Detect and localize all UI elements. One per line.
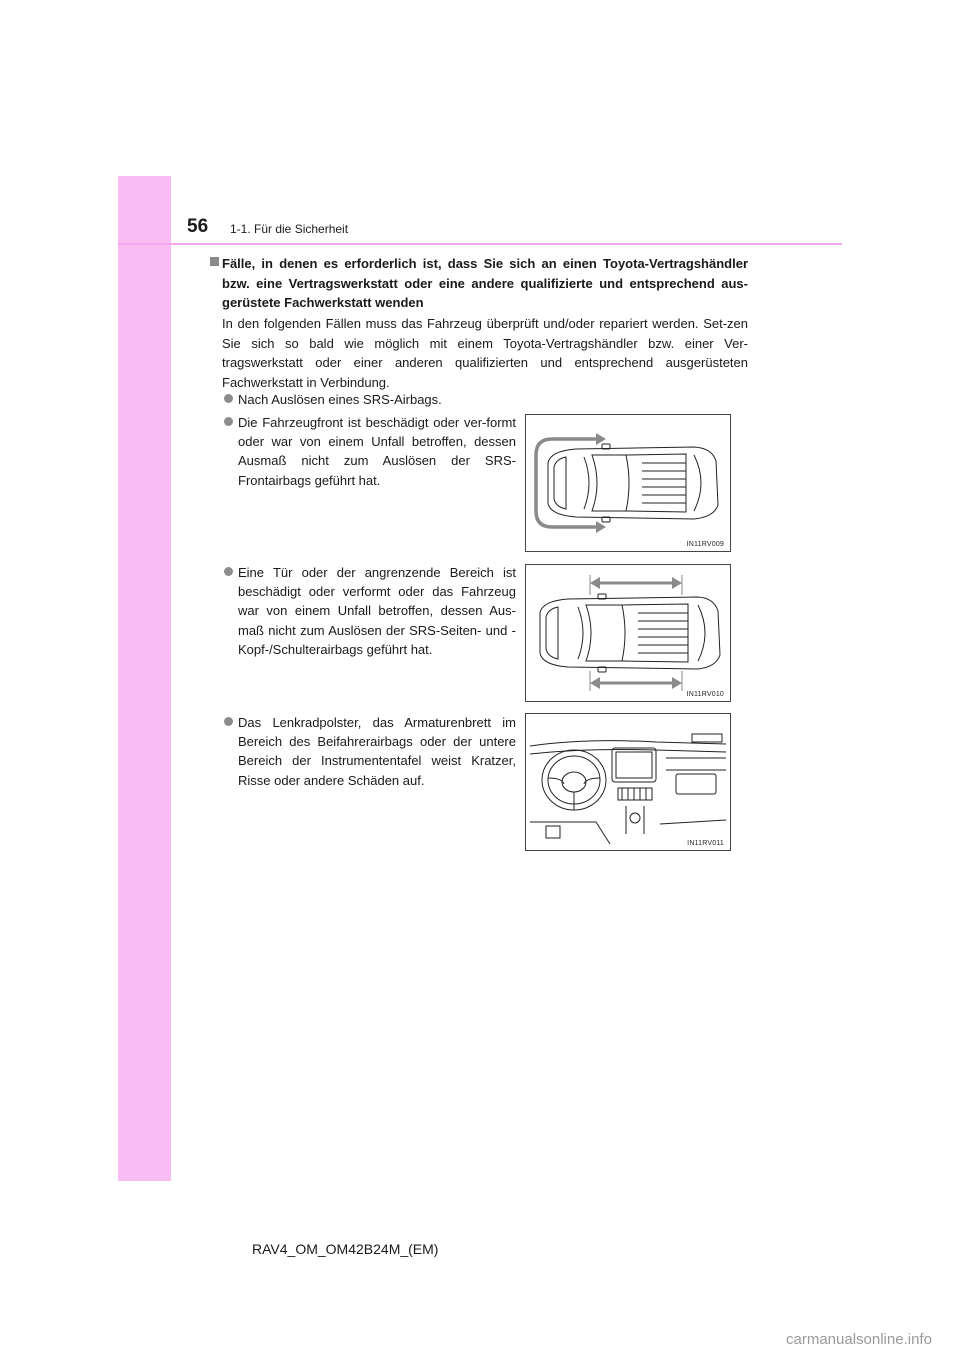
watermark: carmanualsonline.info [786, 1331, 932, 1348]
list-item [224, 713, 516, 790]
bullet-dot-icon [224, 394, 233, 403]
document-id-footer: RAV4_OM_OM42B24M_(EM) [252, 1241, 439, 1257]
bullet-dot-icon [224, 717, 233, 726]
list-item [224, 390, 744, 409]
list-item-text: Das Lenkradpolster, das Armaturenbrett im Bereich des Beifahrerairbags oder der untere Bereich der Instrumententafel weist Kratzer, Risse oder andere Schäden auf. [238, 715, 516, 788]
list-item [224, 563, 516, 659]
figure-side-damage [525, 564, 731, 702]
section-heading-block [210, 254, 748, 313]
figure-code: IN11RV009 [686, 541, 724, 548]
figure-front-damage [525, 414, 731, 552]
car-top-view-side-illustration [526, 565, 730, 701]
chapter-sidebar-tab [118, 176, 171, 1181]
list-item-text: Nach Auslösen eines SRS-Airbags. [238, 392, 442, 407]
section-heading: Fälle, in denen es erforderlich ist, dass Sie sich an einen Toyota-Vertragshändler bzw. eine Vertragswerkstatt oder eine andere qualifizierte und entsprechend aus-gerüstete Fachwerkstatt wenden [222, 256, 748, 310]
square-bullet-icon [210, 257, 219, 266]
bullet-dot-icon [224, 567, 233, 576]
bullet-dot-icon [224, 417, 233, 426]
car-top-view-front-illustration [526, 415, 730, 551]
page-number: 56 [187, 216, 209, 237]
chapter-title: 1-1. Für die Sicherheit [230, 222, 349, 236]
list-item [224, 413, 516, 490]
list-item-text: Die Fahrzeugfront ist beschädigt oder ver-formt oder war von einem Unfall betroffen, dessen Ausmaß nicht zum Auslösen der SRS-Frontairbags geführt hat. [238, 415, 516, 488]
header-divider [118, 243, 842, 245]
figure-code: IN11RV010 [686, 691, 724, 698]
dashboard-illustration [526, 714, 730, 850]
list-item-text: Eine Tür oder der angrenzende Bereich ist beschädigt oder verformt oder das Fahrzeug war von einem Unfall betroffen, dessen Aus-maß nicht zum Auslösen der SRS-Seiten- und -Kopf-/Schulterairbags geführt hat. [238, 565, 516, 657]
intro-paragraph: In den folgenden Fällen muss das Fahrzeug überprüft und/oder repariert werden. Set-zen Sie sich so bald wie möglich mit einem Toyota-Vertragshändler bzw. einer Ver-tragswerkstatt oder einer anderen qualifizierten und entsprechend ausgerüsteten Fachwerkstatt in Verbindung. [222, 316, 748, 390]
figure-dashboard-damage [525, 713, 731, 851]
figure-code: IN11RV011 [687, 840, 724, 847]
